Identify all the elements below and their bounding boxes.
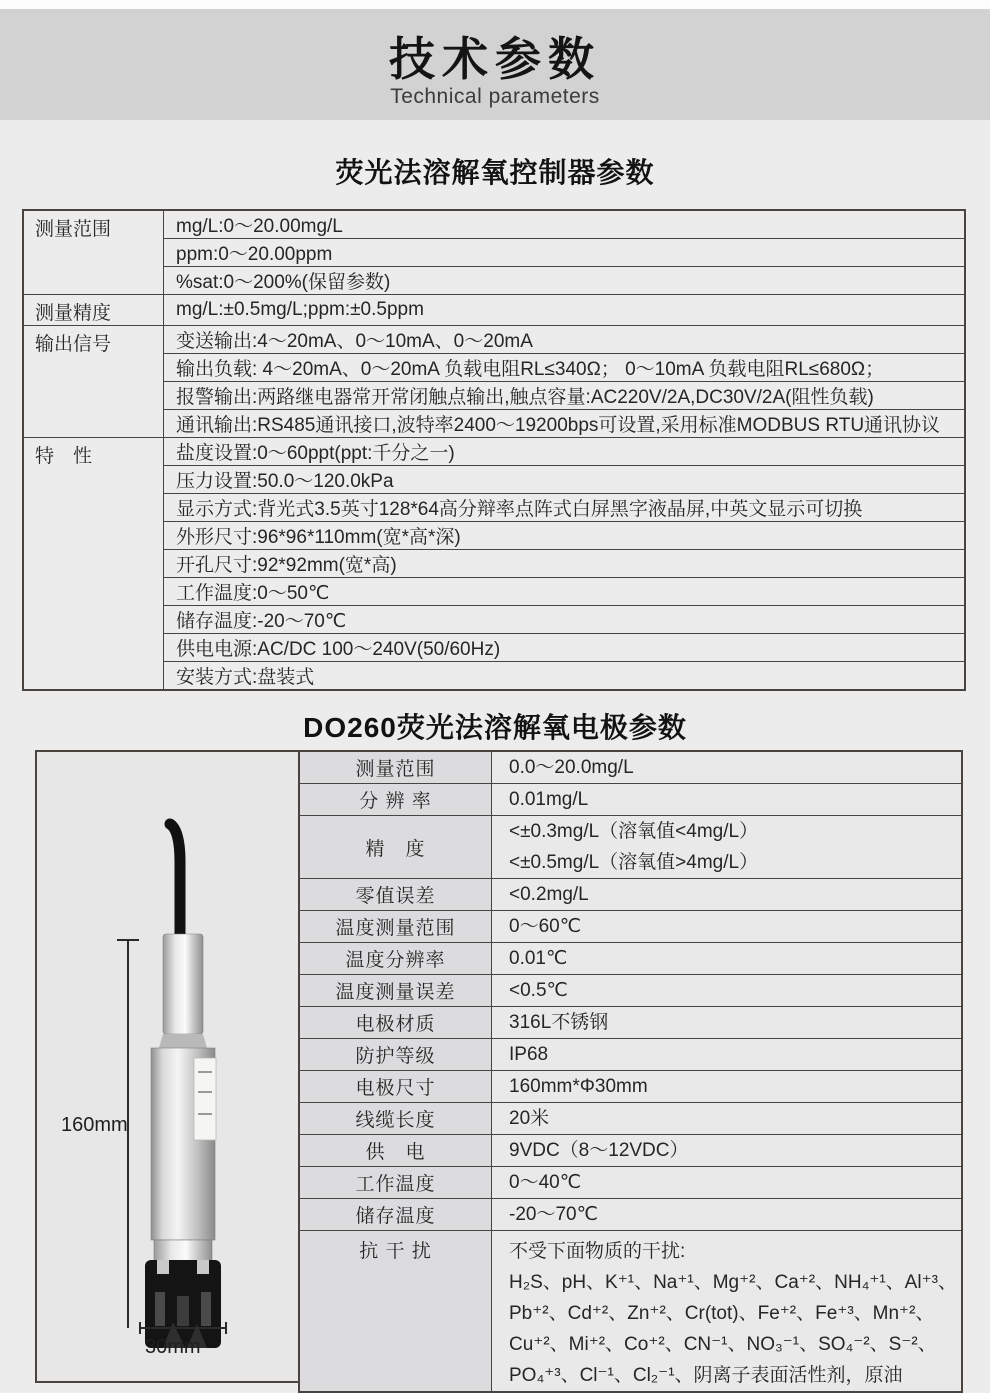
- spec-row: [23, 606, 965, 634]
- spec-row: [299, 975, 962, 1007]
- probe-height-label: 160mm: [61, 1114, 128, 1136]
- probe-image: [37, 752, 296, 1377]
- probe-neck: [154, 1240, 212, 1262]
- spec-label: 抗 干 扰: [299, 1231, 492, 1393]
- spec-value-line: 0.0～20.0mg/L: [509, 757, 634, 778]
- electrode-params-table: [298, 750, 963, 1393]
- probe-width-label: 30mm: [145, 1336, 201, 1358]
- spec-value: ppm:0～20.00ppm: [164, 239, 966, 267]
- electrode-section-title: DO260荧光法溶解氧电极参数: [303, 712, 687, 743]
- spec-row: [23, 410, 965, 438]
- spec-row: [23, 494, 965, 522]
- probe-sticker: [194, 1058, 216, 1140]
- spec-value: [492, 1071, 963, 1103]
- spec-value: [492, 1167, 963, 1199]
- page-title: 技术参数: [389, 33, 601, 85]
- spec-row: [23, 438, 965, 466]
- spec-row: [23, 239, 965, 267]
- spec-value-line: -20～70℃: [509, 1204, 598, 1225]
- probe-cage: [145, 1260, 221, 1348]
- spec-value: [492, 1199, 963, 1231]
- spec-row: [299, 784, 962, 816]
- spec-value: 输出负载: 4～20mA、0～20mA 负载电阻RL≤340Ω； 0～10mA 负载电阻RL≤680Ω；: [164, 354, 966, 382]
- spec-value-line: 316L不锈钢: [509, 1012, 609, 1033]
- spec-value-line: <0.2mg/L: [509, 884, 589, 905]
- spec-row: [23, 634, 965, 662]
- spec-value-line: Pb⁺²、Cd⁺²、Zn⁺²、Cr(tot)、Fe⁺²、Fe⁺³、Mn⁺²、: [509, 1303, 935, 1324]
- spec-value: 外形尺寸:96*96*110mm(宽*高*深): [164, 522, 966, 550]
- spec-row: [23, 295, 965, 326]
- spec-value: 报警输出:两路继电器常开常闭触点输出,触点容量:AC220V/2A,DC30V/2A(阻性负载): [164, 382, 966, 410]
- spec-value-line: 0.01℃: [509, 948, 568, 969]
- spec-value-line: 0～60℃: [509, 916, 582, 937]
- spec-row: [299, 1007, 962, 1039]
- spec-label: 防护等级: [299, 1039, 492, 1071]
- spec-value-line: <0.5℃: [509, 980, 568, 1001]
- spec-label: 零值误差: [299, 879, 492, 911]
- spec-label: 线缆长度: [299, 1103, 492, 1135]
- probe-cable: [170, 824, 180, 940]
- spec-label: 温度测量误差: [299, 975, 492, 1007]
- spec-label: 分 辨 率: [299, 784, 492, 816]
- spec-value: 工作温度:0～50℃: [164, 578, 966, 606]
- spec-value: 盐度设置:0～60ppt(ppt:千分之一): [164, 438, 966, 466]
- spec-value-line: Cu⁺²、Mi⁺²、Co⁺²、CN⁻¹、NO₃⁻¹、SO₄⁻²、S⁻²、: [509, 1334, 937, 1355]
- page-subtitle: Technical parameters: [390, 85, 600, 108]
- spec-row: [299, 1071, 962, 1103]
- spec-row: [299, 943, 962, 975]
- spec-value-line: 20米: [509, 1108, 550, 1129]
- header-band: [0, 9, 990, 120]
- controller-params-table: [22, 209, 966, 691]
- spec-row: [23, 267, 965, 295]
- spec-value: [492, 1103, 963, 1135]
- spec-label: 储存温度: [299, 1199, 492, 1231]
- spec-label: 精 度: [299, 816, 492, 879]
- spec-value-line: PO₄⁺³、Cl⁻¹、Cl₂⁻¹、阴离子表面活性剂，原油: [509, 1365, 903, 1386]
- top-margin: [0, 0, 990, 9]
- spec-row: [23, 662, 965, 691]
- spec-row: [23, 578, 965, 606]
- spec-row: [299, 751, 962, 784]
- spec-value-line: 不受下面物质的干扰:: [509, 1241, 686, 1262]
- controller-section-title: 荧光法溶解氧控制器参数: [335, 157, 655, 188]
- spec-value: 安装方式:盘装式: [164, 662, 966, 691]
- spec-row: [299, 1199, 962, 1231]
- spec-value-line: IP68: [509, 1044, 549, 1065]
- spec-value-line: 160mm*Φ30mm: [509, 1076, 648, 1097]
- spec-label: 温度测量范围: [299, 911, 492, 943]
- spec-value: [492, 1135, 963, 1167]
- spec-value: [492, 879, 963, 911]
- spec-row: [23, 550, 965, 578]
- spec-value-line: <±0.5mg/L（溶氧值>4mg/L）: [509, 852, 759, 873]
- spec-value: [492, 975, 963, 1007]
- spec-value: [492, 816, 963, 879]
- spec-row: [23, 354, 965, 382]
- spec-value: [492, 1039, 963, 1071]
- spec-value-line: H₂S、pH、K⁺¹、Na⁺¹、Mg⁺²、Ca⁺²、NH₄⁺¹、Al⁺³、: [509, 1272, 957, 1293]
- spec-value: 通讯输出:RS485通讯接口,波特率2400～19200bps可设置,采用标准MODBUS RTU通讯协议: [164, 410, 966, 438]
- spec-label: 电极尺寸: [299, 1071, 492, 1103]
- spec-label: 供 电: [299, 1135, 492, 1167]
- spec-label: 工作温度: [299, 1167, 492, 1199]
- spec-row: [299, 1103, 962, 1135]
- spec-label: 测量范围: [299, 751, 492, 784]
- controller-params-body: [23, 210, 965, 690]
- spec-value: [492, 1231, 963, 1393]
- spec-label: 电极材质: [299, 1007, 492, 1039]
- spec-value-line: 0.01mg/L: [509, 789, 589, 810]
- spec-row: [23, 522, 965, 550]
- spec-value: 变送输出:4～20mA、0～10mA、0～20mA: [164, 326, 966, 354]
- spec-row: [23, 326, 965, 354]
- spec-value: [492, 751, 963, 784]
- spec-value: 供电电源:AC/DC 100～240V(50/60Hz): [164, 634, 966, 662]
- probe-cap: [163, 934, 203, 1034]
- spec-group-label: 测量范围: [23, 210, 164, 295]
- spec-group-label: 特 性: [23, 438, 164, 691]
- spec-value: [492, 784, 963, 816]
- spec-value-line: <±0.3mg/L（溶氧值<4mg/L）: [509, 821, 759, 842]
- spec-value: 储存温度:-20～70℃: [164, 606, 966, 634]
- spec-value: [492, 1007, 963, 1039]
- spec-row: [299, 1231, 962, 1393]
- spec-row: [299, 911, 962, 943]
- probe-shoulder: [159, 1034, 207, 1048]
- spec-value-line: 9VDC（8～12VDC）: [509, 1140, 689, 1161]
- spec-row: [299, 879, 962, 911]
- spec-row: [299, 816, 962, 879]
- spec-group-label: 测量精度: [23, 295, 164, 326]
- probe-photo-panel: [35, 750, 302, 1383]
- spec-row: [23, 210, 965, 239]
- spec-row: [23, 382, 965, 410]
- spec-value: [492, 943, 963, 975]
- spec-value: mg/L:0～20.00mg/L: [164, 210, 966, 239]
- spec-value: [492, 911, 963, 943]
- spec-value: mg/L:±0.5mg/L;ppm:±0.5ppm: [164, 295, 966, 326]
- spec-row: [23, 466, 965, 494]
- spec-row: [299, 1167, 962, 1199]
- spec-label: 温度分辨率: [299, 943, 492, 975]
- spec-row: [299, 1135, 962, 1167]
- electrode-params-body: [299, 751, 962, 1392]
- spec-group-label: 输出信号: [23, 326, 164, 438]
- spec-row: [299, 1039, 962, 1071]
- spec-value: 压力设置:50.0～120.0kPa: [164, 466, 966, 494]
- spec-value: %sat:0～200%(保留参数): [164, 267, 966, 295]
- spec-value: 开孔尺寸:92*92mm(宽*高): [164, 550, 966, 578]
- spec-value: 显示方式:背光式3.5英寸128*64高分辩率点阵式白屏黑字液晶屏,中英文显示可切换: [164, 494, 966, 522]
- spec-value-line: 0～40℃: [509, 1172, 582, 1193]
